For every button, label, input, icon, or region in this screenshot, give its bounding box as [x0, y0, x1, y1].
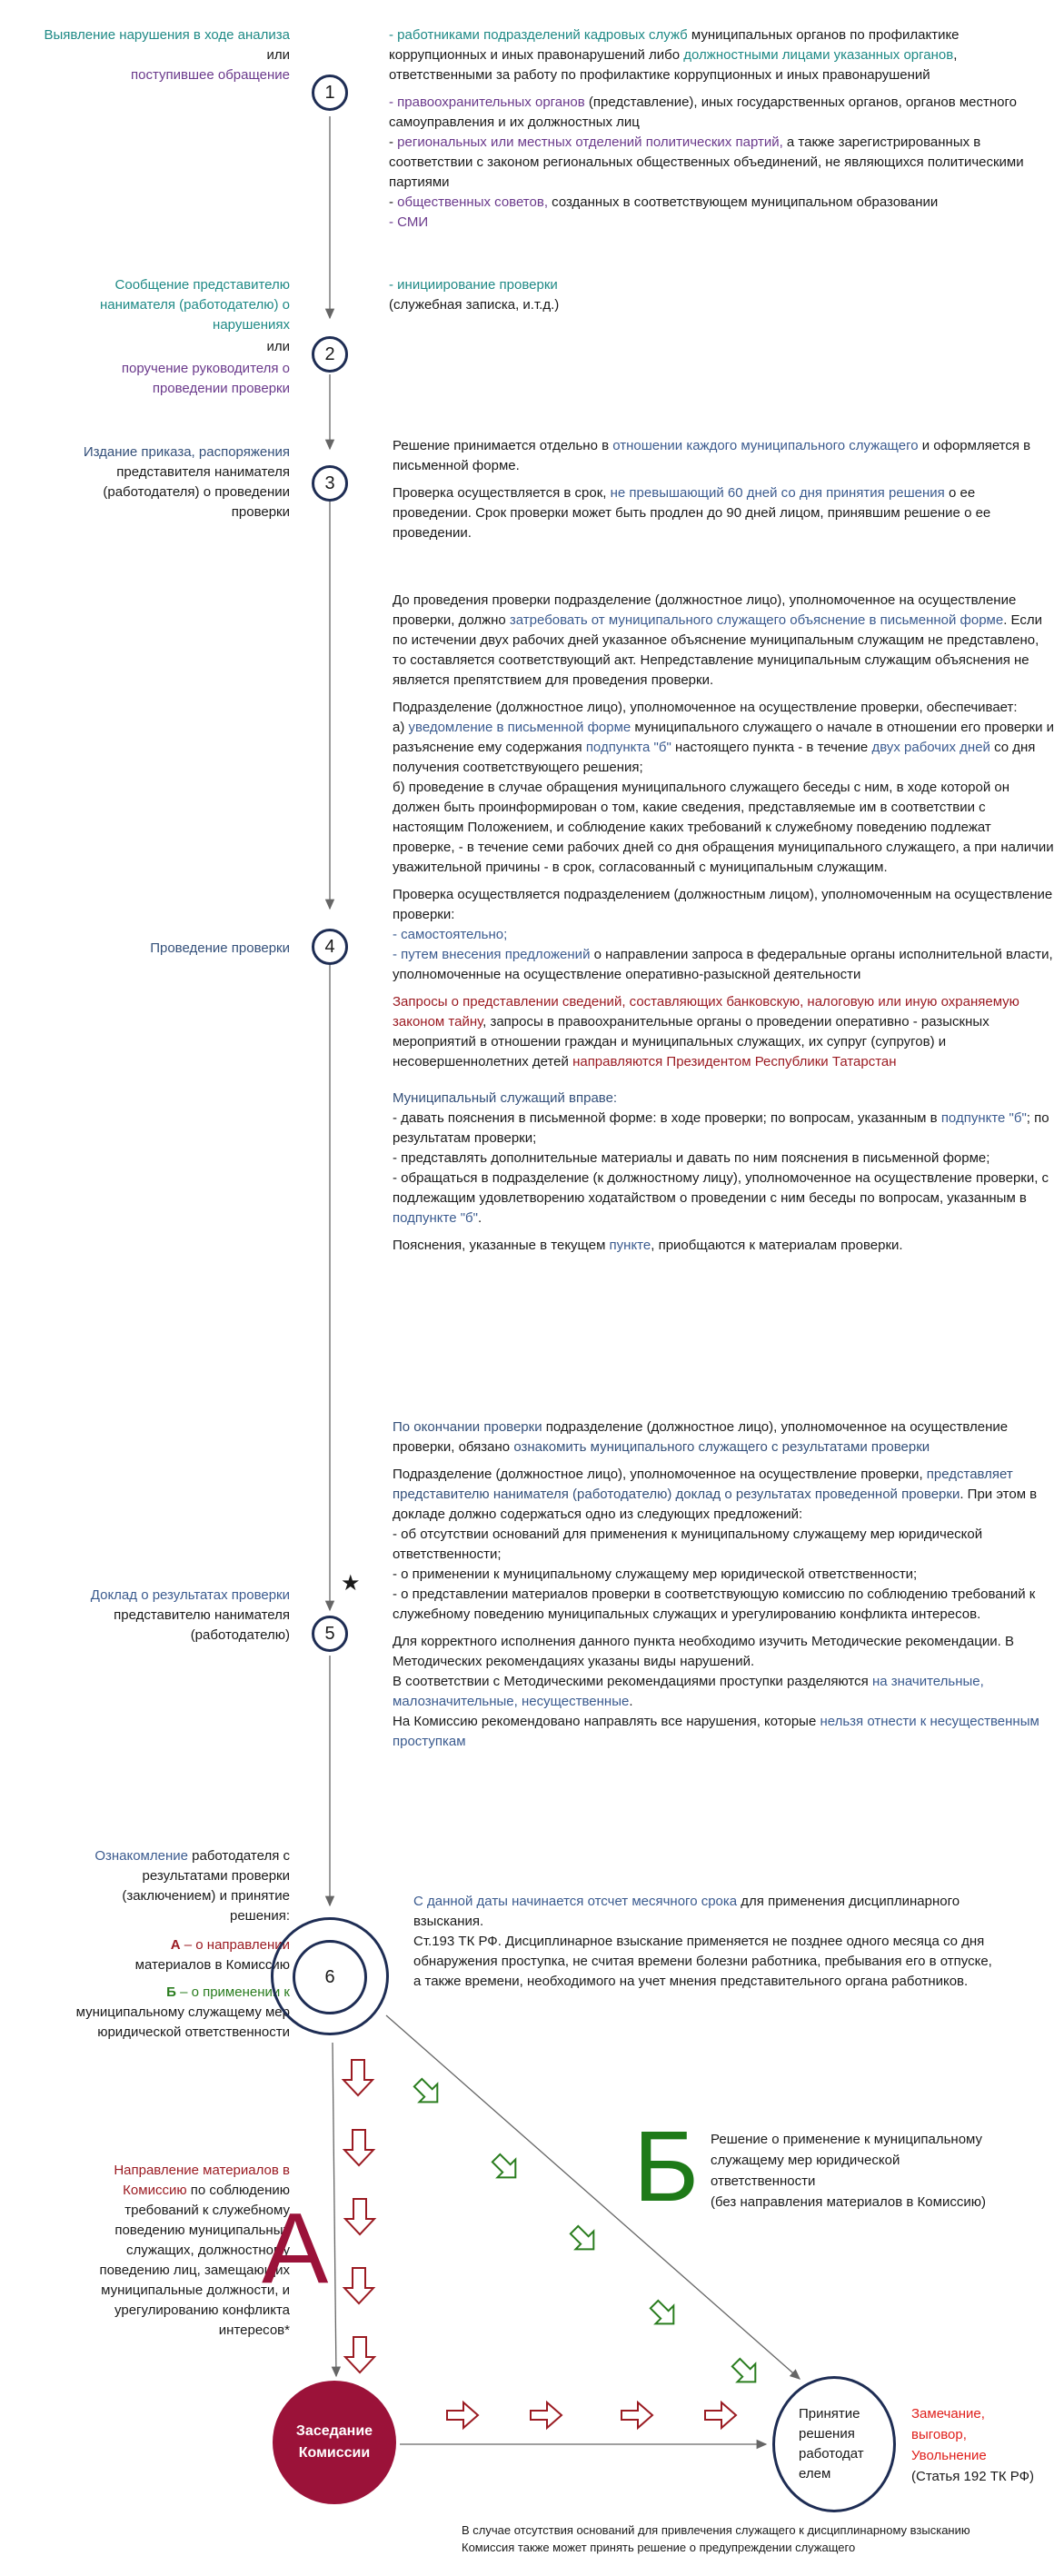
green-diagonal-arrows: [409, 2074, 764, 2391]
step1-details: [389, 25, 1052, 233]
step4-note: Пояснения, указанные в текущем пункте, приобщаются к материалам проверки.: [393, 1238, 903, 1253]
penalties-list: Замечание, выговор, Увольнение (Статья 192 ТК РФ): [911, 2406, 1035, 2484]
commission-meeting-node: Заседание Комиссии: [273, 2381, 396, 2504]
step5-guidelines: Для корректного исполнения данного пункта необходимо изучить Методические рекомендации. В Методических рекомендациях указаны виды нарушений. В соответствии с Методическими рекомендациями проступки разделяются на значительные, малозначительные, несущественные. На Комиссию рекомендовано направлять все нарушения, которые нельзя отнести к несущественным проступкам: [393, 1634, 1039, 1749]
step2-or: или: [266, 339, 290, 354]
step4-label: Проведение проверки: [150, 940, 290, 956]
step5-acquaint: По окончании проверки подразделение (должностное лицо), уполномоченное на осуществление проверки, обязано ознакомить муниципального служащего с результатами проверки: [393, 1419, 1009, 1455]
step2-report: Сообщение представителю нанимателя (работодателю) о нарушениях: [99, 277, 290, 333]
step1-or: или: [266, 47, 290, 63]
step4-methods: Проверка осуществляется подразделением (должностным лицом), уполномоченным на осуществление проверки: - самостоятельно; - путем внесения предложений о направлении запроса в федеральные органы исполнительной власти, уполномоченные на осуществление оперативно-разыскной деятельности: [393, 887, 1053, 982]
step1-item-media: - СМИ: [389, 214, 429, 230]
step6-details: С данной даты начинается отсчет месячного срока для применения дисциплинарного взыскания. Ст.193 ТК РФ. Дисциплинарное взыскание применяется не позднее одного месяца со дня обнаружения проступка, не считая времени болезни работника, пребывания его в отпуске, а также времени, необходимого на учет мнения представительного органа работников.: [413, 1894, 992, 1989]
step4-rights: Муниципальный служащий вправе: - давать пояснения в письменной форме: в ходе проверки; по вопросам, указанным в подпункте "б"; по результатам проверки; - представлять дополнительные материалы и давать по ним пояснения в письменной форме; - обращаться в подразделение (к должностному лицу), уполномоченное на осуществление проверки, с подлежащим удовлетворению ходатайством о проведении с ним беседы по вопросам, указанным в подпункте "б".: [393, 1090, 1049, 1226]
red-down-arrows: [343, 2060, 374, 2372]
step2-order: поручение руководителя о проведении проверки: [121, 361, 290, 396]
step3-label: Издание приказа, распоряжения представителя нанимателя (работодателя) о проведении проверки: [83, 444, 290, 520]
step1-item-hr: - работниками подразделений кадровых служб муниципальных органов по профилактике коррупционных и иных правонарушений либо должностными лицами указанных органов, ответственными за работу по профилактике коррупционных и иных правонарушений: [389, 27, 960, 83]
step-circle-5: 5: [312, 1616, 348, 1652]
step4-provides: Подразделение (должностное лицо), уполномоченное на осуществление проверки, обеспечивает: а) уведомление в письменной форме муниципального служащего о начале в отношении его проверки и разъяснение ему содержания подпункта "б" настоящего пункта - в течение двух рабочих дней со дня получения соответствующего решения; б) проведение в случае обращения муниципального служащего беседы с ним, в ходе которой он должен быть проинформирован о том, какие сведения, представляемые им в соответствии с настоящим Положением, и соблюдение каких требований к служебному поведению подлежат проверке, - в течение семи рабочих дней со дня обращения муниципального служащего, а при наличии уважительной причины - в срок, согласованный с муниципальным служащим.: [393, 700, 1055, 875]
step1-item-parties: - региональных или местных отделений политических партий, а также зарегистрированных в соответствии с законом региональных общественных объединений, не являющихся политическими партиями: [389, 134, 1024, 190]
step3-details: Решение принимается отдельно в отношении каждого муниципального служащего и оформляется в письменной форме. Проверка осуществляется в срок, не превышающий 60 дней со дня принятия решения о ее проведении. Срок проверки может быть продлен до 90 дней лицом, принявшим решение о ее проведении.: [393, 438, 1031, 541]
step5-label: Доклад о результатах проверки представителю нанимателя (работодателю): [90, 1587, 290, 1643]
footnote: В случае отсутствия оснований для привлечения служащего к дисциплинарному взысканию Комиссия также может принять решение о предупреждении служащего: [462, 2523, 970, 2554]
employer-decision-node: Принятие решения работодат елем: [772, 2376, 896, 2512]
step5-details: [393, 1417, 1056, 1759]
step6-label: Ознакомление работодателя с результатами проверки (заключением) и принятие решения: А – о направлении материалов в Комиссию Б – о применении к муниципальному служащему мер юридической ответственности: [75, 1848, 290, 2040]
branch-a-description: Направление материалов в Комиссию по соблюдению требований к служебному поведению муниципальных служащих, должностному поведению лиц, замещающих муниципальные должности, и урегулированию конфликта интересов*: [99, 2163, 290, 2338]
step1-item-law: - правоохранительных органов (представление), иных государственных органов, органов местного самоуправления и их должностных лиц: [389, 94, 1017, 130]
step1-source-appeal: поступившее обращение: [131, 67, 290, 83]
step-circle-3: 3: [312, 465, 348, 502]
step5-report: Подразделение (должностное лицо), уполномоченное на осуществление проверки, представляет представителю нанимателя (работодателю) доклад о результатах проведенной проверки. При этом в докладе должно содержаться одно из следующих предложений: - об отсутствии оснований для применения к муниципальному служащему мер юридической ответственности; - о применении к муниципальному служащему мер юридической ответственности; - о представлении материалов проверки в соответствующую комиссию по соблюдению требований к служебному поведению муниципальных служащих и урегулированию конфликта интересов.: [393, 1467, 1038, 1622]
step4-details: [393, 591, 1056, 1263]
branch-a-letter: А: [262, 2193, 329, 2304]
step-circle-2: 2: [312, 336, 348, 373]
step-circle-1: 1: [312, 75, 348, 111]
step-circle-6: 6: [293, 1940, 367, 2014]
step-circle-4: 4: [312, 929, 348, 965]
step1-item-councils: - общественных советов, созданных в соответствующем муниципальном образовании: [389, 194, 939, 210]
branch-b-letter: Б: [633, 2111, 700, 2223]
step4-explanation: До проведения проверки подразделение (должностное лицо), уполномоченное на осуществление проверки, должно затребовать от муниципального служащего объяснение в письменной форме. Если по истечении двух рабочих дней указанное объяснение муниципальным служащим не представлено, то составляется соответствующий акт. Непредставление муниципальным служащим объяснения не является препятствием для проведения проверки.: [393, 592, 1043, 688]
branch-b-description: Решение о применение к муниципальному служащему мер юридической ответственности (без направления материалов в Комиссию): [711, 2132, 986, 2210]
step1-label: [17, 25, 290, 85]
step1-source-analysis: Выявление нарушения в ходе анализа: [44, 27, 290, 43]
red-right-arrows: [447, 2402, 736, 2428]
step4-requests: Запросы о представлении сведений, составляющих банковскую, налоговую или иную охраняемую законом тайну, запросы в правоохранительные органы о проведении оперативно - разыскных мероприятий в отношении граждан и муниципальных служащих, их супруг (супругов) и несовершеннолетних детей направляются Президентом Республики Татарстан: [393, 994, 1019, 1069]
star-icon: ★: [341, 1571, 361, 1596]
step2-label: [81, 275, 290, 399]
step2-details: - инициирование проверки (служебная записка, и.т.д.): [389, 277, 560, 313]
